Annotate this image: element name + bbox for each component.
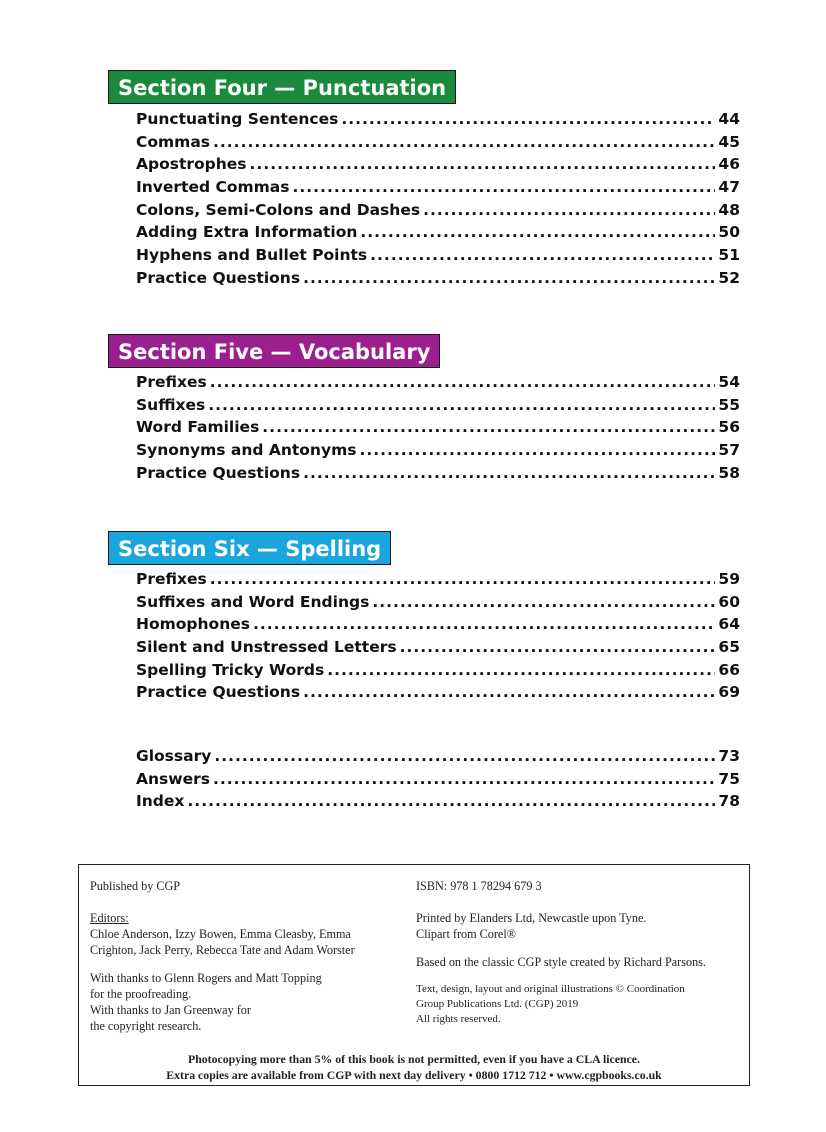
toc-entry-page: 65 xyxy=(718,638,740,657)
toc-entry-index[interactable] xyxy=(136,790,740,813)
toc-entry-page: 46 xyxy=(718,155,740,174)
toc-entry[interactable] xyxy=(136,394,740,417)
editors-line: Chloe Anderson, Izzy Bowen, Emma Cleasby, Emma xyxy=(90,927,351,941)
toc-entry[interactable] xyxy=(136,591,740,614)
toc-entry-page: 58 xyxy=(718,463,740,482)
toc-entry-title: Practice Questions xyxy=(136,268,301,287)
toc-entry-title: Answers xyxy=(136,769,210,788)
toc-entry-answers[interactable] xyxy=(136,768,740,791)
copyright-line: Group Publications Ltd. (CGP) 2019 xyxy=(416,998,579,1010)
section-five-toc xyxy=(136,371,740,484)
toc-entry-page: 60 xyxy=(718,592,740,611)
toc-entry-title: Punctuating Sentences xyxy=(136,110,339,128)
toc-entry-page: 51 xyxy=(718,246,740,265)
dot-leader xyxy=(210,371,715,394)
dot-leader xyxy=(360,221,715,244)
dot-leader xyxy=(213,131,715,154)
imprint-left-column xyxy=(90,878,390,1034)
toc-entry-title: Inverted Commas xyxy=(136,178,290,197)
dot-leader xyxy=(400,636,715,659)
toc-entry-title: Suffixes and Word Endings xyxy=(136,592,370,611)
dot-leader xyxy=(250,153,715,176)
toc-entry-page: 75 xyxy=(718,769,740,788)
toc-entry-page: 50 xyxy=(718,223,740,242)
toc-entry-page: 54 xyxy=(718,373,740,391)
rights-reserved: All rights reserved. xyxy=(416,1013,501,1025)
toc-entry-title: Practice Questions xyxy=(136,463,301,482)
dot-leader xyxy=(359,439,715,462)
toc-entry[interactable] xyxy=(136,462,740,485)
proofreading-thanks: With thanks to Glenn Rogers and Matt Topping xyxy=(90,971,322,985)
toc-entry-page: 64 xyxy=(718,615,740,634)
toc-entry[interactable] xyxy=(136,176,740,199)
toc-entry-title: Hyphens and Bullet Points xyxy=(136,246,368,265)
toc-entry-title: Prefixes xyxy=(136,570,207,588)
toc-entry[interactable] xyxy=(136,613,740,636)
dot-leader xyxy=(423,199,715,222)
toc-entry-page: 57 xyxy=(718,441,740,460)
toc-entry-page: 45 xyxy=(718,132,740,151)
toc-entry[interactable] xyxy=(136,636,740,659)
toc-entry-title: Colons, Semi-Colons and Dashes xyxy=(136,200,421,219)
toc-entry-page: 47 xyxy=(718,178,740,197)
toc-entry[interactable] xyxy=(136,131,740,154)
toc-entry-glossary[interactable] xyxy=(136,745,740,768)
toc-entry-title: Index xyxy=(136,792,185,811)
toc-entry[interactable] xyxy=(136,681,740,704)
extra-copies-notice: Extra copies are available from CGP with next day delivery • 0800 1712 712 • www.cgpbooks.co.uk xyxy=(166,1068,662,1082)
toc-entry-page: 73 xyxy=(718,747,740,765)
editors-label: Editors: xyxy=(90,911,129,925)
dot-leader xyxy=(262,416,715,439)
toc-entry[interactable] xyxy=(136,659,740,682)
back-matter-toc xyxy=(136,745,740,813)
toc-entry-title: Prefixes xyxy=(136,373,207,391)
toc-entry[interactable] xyxy=(136,244,740,267)
dot-leader xyxy=(187,790,715,813)
toc-entry-page: 56 xyxy=(718,418,740,437)
toc-entry-title: Homophones xyxy=(136,615,250,634)
toc-entry-title: Commas xyxy=(136,132,211,151)
section-four-heading: Section Four — Punctuation xyxy=(108,70,456,104)
toc-entry-title: Suffixes xyxy=(136,395,206,414)
toc-entry-page: 55 xyxy=(718,395,740,414)
dot-leader xyxy=(303,267,715,290)
published-by: Published by CGP xyxy=(90,879,181,893)
toc-entry-title: Silent and Unstressed Letters xyxy=(136,638,397,657)
photocopy-notice: Photocopying more than 5% of this book is not permitted, even if you have a CLA licence. xyxy=(188,1052,640,1066)
toc-entry-title: Apostrophes xyxy=(136,155,247,174)
editors-line: Crighton, Jack Perry, Rebecca Tate and Adam Worster xyxy=(90,943,355,957)
copyright-line: Text, design, layout and original illustrations © Coordination xyxy=(416,983,685,995)
section-six-toc xyxy=(136,568,740,704)
dot-leader xyxy=(253,613,715,636)
toc-entry[interactable] xyxy=(136,416,740,439)
dot-leader xyxy=(370,244,715,267)
dot-leader xyxy=(341,108,715,131)
printed-by: Printed by Elanders Ltd, Newcastle upon Tyne. xyxy=(416,911,647,925)
dot-leader xyxy=(327,659,715,682)
toc-entry-page: 78 xyxy=(718,792,740,811)
dot-leader xyxy=(210,568,715,591)
section-five-heading: Section Five — Vocabulary xyxy=(108,334,440,368)
proofreading-thanks: for the proofreading. xyxy=(90,987,192,1001)
dot-leader xyxy=(372,591,715,614)
toc-entry-title: Spelling Tricky Words xyxy=(136,660,325,679)
toc-entry[interactable] xyxy=(136,153,740,176)
toc-entry-page: 59 xyxy=(718,570,740,588)
toc-entry-page: 66 xyxy=(718,660,740,679)
section-six-heading: Section Six — Spelling xyxy=(108,531,391,565)
copyright-research-thanks: With thanks to Jan Greenway for xyxy=(90,1003,251,1017)
dot-leader xyxy=(214,745,715,768)
imprint-right-column xyxy=(416,878,738,1027)
section-four-toc xyxy=(136,108,740,290)
toc-entry[interactable] xyxy=(136,371,740,394)
toc-entry-page: 48 xyxy=(718,200,740,219)
toc-entry-title: Adding Extra Information xyxy=(136,223,358,242)
copyright-research-thanks: the copyright research. xyxy=(90,1019,202,1033)
toc-entry[interactable] xyxy=(136,221,740,244)
toc-entry[interactable] xyxy=(136,108,740,131)
dot-leader xyxy=(208,394,715,417)
toc-entry[interactable] xyxy=(136,568,740,591)
toc-entry[interactable] xyxy=(136,267,740,290)
style-credit: Based on the classic CGP style created by Richard Parsons. xyxy=(416,955,706,969)
toc-entry[interactable] xyxy=(136,439,740,462)
toc-entry-title: Synonyms and Antonyms xyxy=(136,441,357,460)
dot-leader xyxy=(303,462,715,485)
toc-entry-title: Word Families xyxy=(136,418,260,437)
toc-entry-page: 69 xyxy=(718,683,740,702)
toc-entry-page: 44 xyxy=(718,110,740,128)
imprint-box xyxy=(78,864,750,1086)
dot-leader xyxy=(213,768,715,791)
dot-leader xyxy=(293,176,716,199)
toc-entry-title: Glossary xyxy=(136,747,212,765)
toc-entry-title: Practice Questions xyxy=(136,683,301,702)
isbn: ISBN: 978 1 78294 679 3 xyxy=(416,879,542,893)
clipart-credit: Clipart from Corel® xyxy=(416,927,516,941)
toc-entry[interactable] xyxy=(136,199,740,222)
dot-leader xyxy=(303,681,715,704)
toc-entry-page: 52 xyxy=(718,268,740,287)
